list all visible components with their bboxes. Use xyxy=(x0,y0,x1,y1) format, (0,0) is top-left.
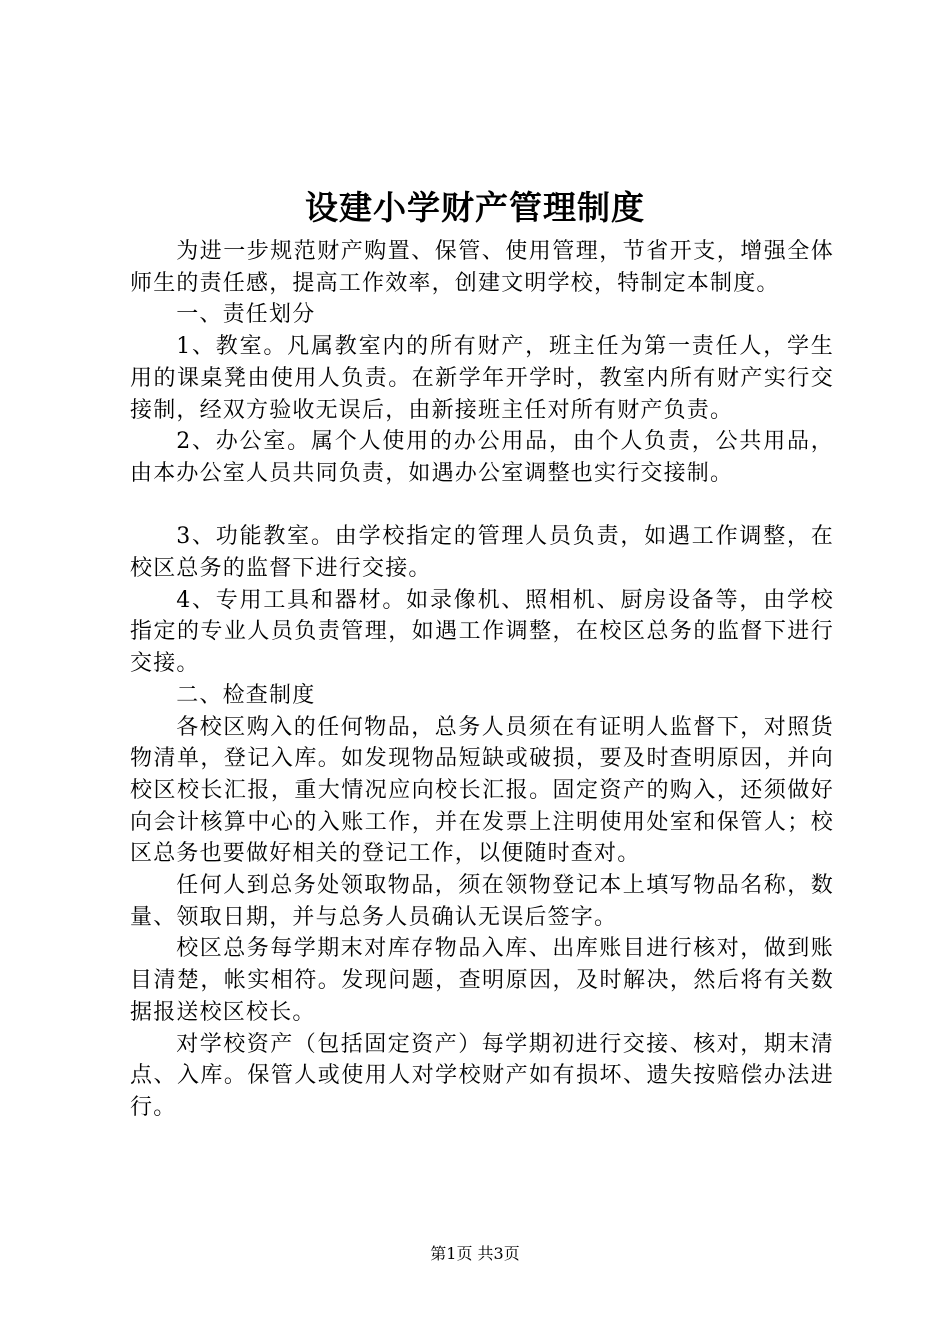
paragraph-purchase: 各校区购入的任何物品，总务人员须在有证明人监督下，对照货物清单，登记入库。如发现物品短缺或破损，要及时查明原因，并向校区校长汇报，重大情况应向校长汇报。固定资产的购入，还须做好向会计核算中心的入账工作，并在发票上注明使用处室和保管人；校区总务也要做好相关的登记工作，以便随时查对。 xyxy=(130,714,834,867)
paragraph-reconciliation: 校区总务每学期末对库存物品入库、出库账目进行核对，做到账目清楚，帐实相符。发现问题，查明原因，及时解决，然后将有关数据报送校区校长。 xyxy=(130,936,834,1025)
paragraph-equipment: 4、专用工具和器材。如录像机、照相机、厨房设备等，由学校指定的专业人员负责管理，如遇工作调整，在校区总务的监督下进行交接。 xyxy=(130,587,834,677)
page-footer: 第1页 共3页 xyxy=(430,1244,520,1263)
paragraph-assets: 对学校资产（包括固定资产）每学期初进行交接、核对，期末清点、入库。保管人或使用人对学校财产如有损坏、遗失按赔偿办法进行。 xyxy=(130,1031,834,1120)
document-title: 设建小学财产管理制度 xyxy=(305,188,645,227)
intro-paragraph: 为进一步规范财产购置、保管、使用管理，节省开支，增强全体师生的责任感，提高工作效率，创建文明学校，特制定本制度。 xyxy=(130,239,834,296)
paragraph-office: 2、办公室。属个人使用的办公用品，由个人负责，公共用品，由本办公室人员共同负责，如遇办公室调整也实行交接制。 xyxy=(130,429,834,486)
section-heading-inspection: 二、检查制度 xyxy=(176,682,316,708)
document-body xyxy=(130,236,834,1124)
paragraph-function-room: 3、功能教室。由学校指定的管理人员负责，如遇工作调整，在校区总务的监督下进行交接。 xyxy=(130,524,834,582)
section-heading-responsibility: 一、责任划分 xyxy=(176,302,316,328)
paragraph-classroom: 1、教室。凡属教室内的所有财产，班主任为第一责任人，学生用的课桌凳由使用人负责。在新学年开学时，教室内所有财产实行交接制，经双方验收无误后，由新接班主任对所有财产负责。 xyxy=(130,334,834,423)
paragraph-collection: 任何人到总务处领取物品，须在领物登记本上填写物品名称，数量、领取日期，并与总务人员确认无误后签字。 xyxy=(130,873,834,930)
